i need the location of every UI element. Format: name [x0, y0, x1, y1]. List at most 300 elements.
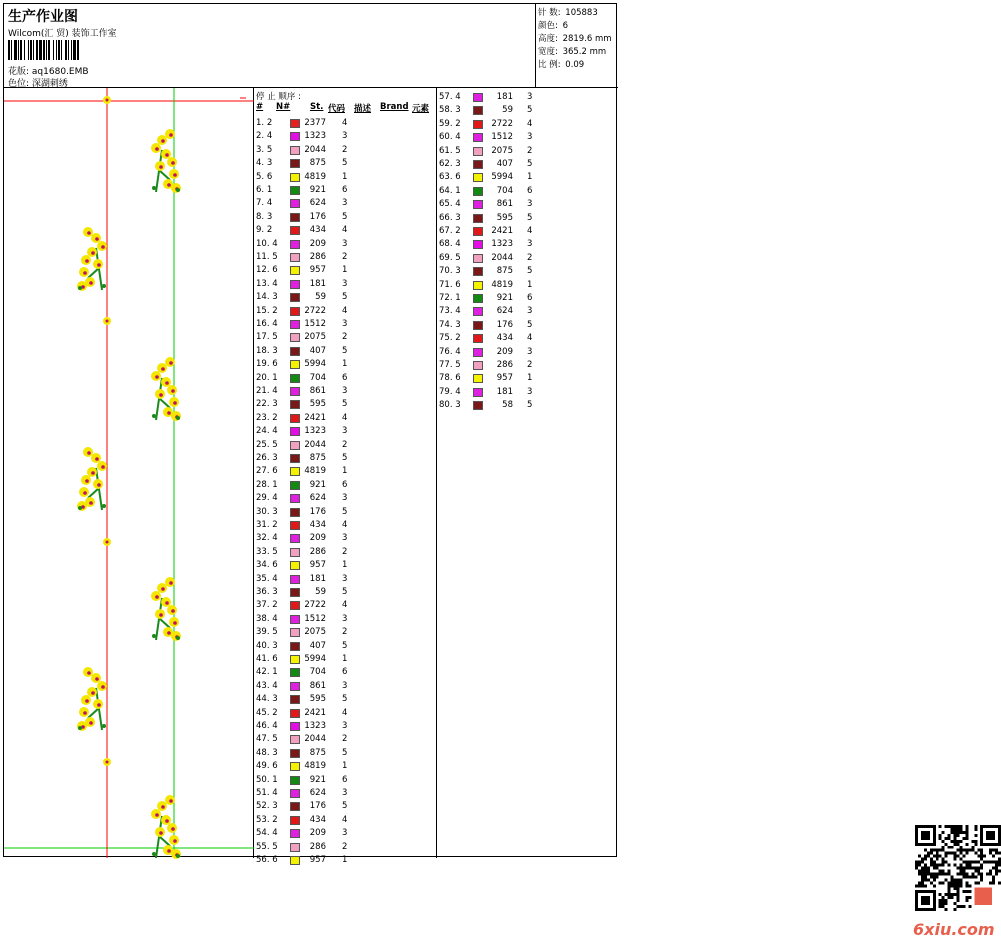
thread-code: 2421	[491, 226, 513, 236]
stop-number: 34.	[256, 560, 270, 571]
thread-code: 286	[309, 252, 326, 262]
color-stop-row	[254, 560, 434, 573]
thread-code: 861	[309, 680, 326, 691]
color-number: 3	[455, 212, 461, 223]
stat-label: 针 数:	[538, 8, 564, 18]
color-swatch	[290, 119, 300, 128]
thread-code: 181	[309, 573, 326, 584]
color-stop-row	[437, 146, 617, 159]
stitch-type: 1	[527, 373, 533, 384]
pattern-value: aq1680.EMB	[31, 67, 89, 77]
stop-number: 79.	[439, 386, 453, 397]
color-number: 5	[272, 332, 278, 343]
stop-index	[256, 507, 278, 517]
color-swatch	[473, 361, 483, 370]
color-stop-row	[437, 226, 617, 239]
stop-index	[256, 627, 278, 637]
color-stop-row	[437, 373, 617, 386]
color-swatch	[290, 789, 300, 798]
stop-index	[256, 748, 278, 758]
color-stop-row	[254, 239, 434, 252]
stitch-type: 2	[527, 252, 533, 263]
color-number: 3	[272, 399, 278, 410]
color-number: 3	[272, 801, 278, 812]
stop-index	[439, 400, 461, 410]
color-swatch	[290, 762, 300, 771]
stop-index	[439, 293, 461, 303]
color-swatch	[473, 120, 483, 129]
barcode-image	[8, 40, 122, 60]
color-number: 5	[272, 841, 278, 852]
stitch-type: 2	[342, 546, 348, 557]
color-number: 4	[272, 533, 278, 544]
stop-index	[256, 654, 278, 664]
stitch-type: 4	[527, 333, 533, 344]
stitch-type: 5	[342, 747, 348, 758]
stat-value: 2819.6 mm	[562, 34, 612, 44]
stop-index	[256, 587, 278, 597]
stop-number: 37.	[256, 600, 270, 611]
thread-code: 624	[309, 198, 326, 209]
color-stop-row	[437, 400, 617, 413]
stitch-type: 3	[342, 319, 348, 329]
color-stop-row	[254, 466, 434, 479]
stop-number: 13.	[256, 278, 270, 289]
stop-number: 50.	[256, 774, 270, 785]
stop-number: 74.	[439, 319, 453, 330]
stop-number: 53.	[256, 814, 270, 825]
thread-code: 957	[309, 265, 326, 276]
stop-number: 67.	[439, 226, 453, 236]
color-stop-row	[254, 775, 434, 788]
stop-index	[439, 213, 461, 223]
stop-index	[439, 146, 461, 156]
thread-code: 1323	[304, 426, 326, 437]
stitch-type: 1	[342, 761, 348, 772]
color-swatch	[473, 388, 483, 397]
col-header-brand: Brand	[380, 102, 409, 112]
stop-index	[256, 842, 278, 852]
color-swatch	[290, 199, 300, 208]
color-swatch	[290, 320, 300, 329]
color-stop-row	[254, 332, 434, 345]
stop-index	[256, 145, 272, 155]
color-number: 4	[272, 721, 278, 731]
stitch-type: 4	[342, 814, 348, 825]
stop-number: 56.	[256, 855, 270, 865]
stop-index	[439, 280, 461, 290]
color-number: 4	[455, 132, 461, 143]
thread-code: 2075	[491, 145, 513, 156]
qr-code-image	[915, 825, 1001, 911]
col-header-desc: 描述	[354, 104, 372, 114]
stop-number: 5.	[256, 171, 265, 182]
color-stop-row	[254, 734, 434, 747]
stop-index	[439, 132, 461, 142]
color-swatch	[473, 334, 483, 343]
color-number: 5	[266, 144, 273, 155]
color-number: 4	[272, 680, 278, 691]
stitch-type: 2	[342, 252, 348, 262]
stat-value: 6	[562, 21, 568, 31]
color-number: 4	[272, 493, 278, 504]
color-swatch	[290, 615, 300, 624]
stat-value: 0.09	[565, 60, 585, 70]
color-number: 5	[272, 627, 278, 638]
color-stop-row	[254, 319, 434, 332]
col-header-st: St.	[310, 102, 324, 112]
stitch-type: 5	[342, 587, 348, 597]
color-stop-row	[254, 842, 434, 855]
color-swatch	[290, 642, 300, 651]
color-swatch	[290, 802, 300, 811]
color-swatch	[290, 347, 300, 356]
color-number: 4	[455, 306, 461, 317]
thread-code: 4819	[304, 761, 326, 772]
stop-number: 64.	[439, 185, 453, 196]
stop-number: 12.	[256, 265, 270, 276]
thread-code: 875	[309, 453, 326, 463]
thread-code: 921	[309, 774, 326, 785]
stitch-type: 5	[527, 266, 533, 277]
color-stop-row	[254, 279, 434, 292]
stitch-type: 6	[342, 667, 348, 678]
stitch-type: 5	[527, 105, 533, 116]
stitch-type: 6	[342, 185, 348, 195]
company-name: Wilcom(汇 贸) 装饰工作室	[8, 29, 117, 39]
stop-index	[256, 399, 278, 409]
thread-code: 2377	[304, 118, 326, 128]
stop-number: 73.	[439, 306, 453, 317]
stop-index	[256, 788, 278, 798]
thread-code: 59	[315, 587, 326, 597]
stitch-type: 2	[342, 841, 348, 852]
stop-number: 43.	[256, 680, 270, 691]
color-number: 4	[272, 426, 278, 437]
color-number: 3	[272, 747, 278, 758]
stitch-type: 3	[527, 132, 533, 143]
stop-index	[439, 159, 461, 169]
stop-number: 52.	[256, 801, 270, 812]
sheet-header	[4, 4, 536, 88]
stop-number: 9.	[256, 225, 265, 236]
stop-number: 66.	[439, 212, 453, 223]
color-swatch	[290, 521, 300, 530]
stop-number: 36.	[256, 587, 270, 597]
color-number: 4	[272, 573, 278, 584]
stop-number: 58.	[439, 105, 453, 116]
thread-code: 921	[309, 479, 326, 490]
stop-index	[256, 614, 278, 624]
stop-number: 29.	[256, 493, 270, 504]
page-title: 生产作业图	[8, 9, 78, 25]
stop-index	[256, 694, 278, 704]
thread-code: 624	[496, 306, 513, 317]
color-swatch	[473, 227, 483, 236]
thread-code: 2044	[304, 144, 326, 155]
color-swatch	[290, 266, 300, 275]
color-stop-row	[254, 265, 434, 278]
thread-code: 861	[496, 199, 513, 210]
stop-number: 45.	[256, 707, 270, 718]
stop-index	[256, 761, 278, 771]
production-sheet	[3, 3, 995, 939]
thread-code: 624	[309, 788, 326, 798]
stat-label: 颜色:	[538, 21, 561, 31]
color-swatch	[290, 776, 300, 785]
color-number: 3	[455, 105, 461, 116]
stitch-type: 1	[342, 855, 348, 865]
stat-label: 宽度:	[538, 47, 561, 57]
color-swatch	[290, 213, 300, 222]
stop-index	[256, 332, 278, 342]
color-number: 6	[272, 265, 278, 276]
stop-index	[256, 493, 278, 503]
color-stop-row	[254, 520, 434, 533]
stop-number: 41.	[256, 654, 270, 664]
color-number: 1	[455, 185, 461, 196]
color-swatch	[290, 467, 300, 476]
stop-index	[256, 265, 278, 275]
color-stop-row	[254, 587, 434, 600]
stitch-type: 4	[342, 600, 348, 611]
stop-number: 80.	[439, 400, 453, 411]
thread-code: 176	[496, 319, 513, 330]
stitch-type: 4	[342, 520, 348, 530]
color-swatch	[473, 173, 483, 182]
color-number: 1	[272, 479, 278, 490]
color-stop-row	[254, 480, 434, 493]
color-swatch	[290, 548, 300, 557]
thread-code: 5994	[304, 359, 326, 370]
stop-number: 60.	[439, 132, 453, 143]
stop-index	[256, 560, 278, 570]
stop-index	[256, 225, 272, 235]
color-number: 2	[455, 333, 461, 344]
stop-index	[256, 480, 278, 490]
color-stop-row	[437, 92, 617, 105]
color-stop-row	[254, 574, 434, 587]
color-number: 4	[455, 386, 461, 397]
color-number: 4	[266, 198, 273, 209]
stitch-type: 5	[527, 159, 533, 169]
thread-code: 434	[496, 333, 513, 344]
stop-number: 38.	[256, 613, 270, 624]
stitch-type: 3	[342, 533, 348, 544]
stitch-type: 3	[342, 828, 348, 839]
stitch-type: 1	[342, 171, 348, 182]
stat-label: 比 例:	[538, 60, 564, 70]
color-swatch	[290, 655, 300, 664]
thread-code: 1323	[304, 131, 326, 142]
color-stop-row	[254, 185, 434, 198]
color-swatch	[290, 508, 300, 517]
stop-index	[256, 828, 278, 838]
stop-number: 55.	[256, 841, 270, 852]
color-swatch	[473, 307, 483, 316]
stop-number: 26.	[256, 453, 270, 463]
color-stop-row	[437, 132, 617, 145]
stop-index	[256, 279, 278, 289]
pattern-label: 花版:	[8, 67, 32, 77]
color-swatch	[290, 735, 300, 744]
color-number: 4	[272, 319, 278, 329]
stitch-type: 3	[527, 306, 533, 317]
stat-value: 365.2 mm	[562, 47, 607, 57]
stop-number: 7.	[256, 198, 265, 209]
color-swatch	[290, 132, 300, 141]
stop-sequence-list-2	[437, 88, 995, 939]
stitch-type: 6	[527, 293, 533, 303]
stop-number: 24.	[256, 426, 270, 437]
color-swatch	[473, 187, 483, 196]
stop-number: 21.	[256, 386, 270, 396]
color-stop-row	[437, 213, 617, 226]
watermark-site: 6xiu.com	[913, 920, 995, 939]
color-number: 1	[455, 293, 461, 303]
color-stop-row	[437, 280, 617, 293]
color-swatch	[290, 307, 300, 316]
stitch-type: 2	[342, 144, 348, 155]
color-stop-row	[254, 507, 434, 520]
color-swatch	[290, 481, 300, 490]
color-swatch	[290, 240, 300, 249]
thread-code: 1512	[491, 132, 513, 143]
stop-index	[256, 721, 278, 731]
color-stop-row	[437, 306, 617, 319]
stop-index	[256, 440, 278, 450]
stitch-type: 5	[342, 292, 348, 303]
color-swatch	[290, 668, 300, 677]
color-swatch	[290, 843, 300, 852]
stop-number: 70.	[439, 266, 453, 277]
stitch-type: 3	[342, 278, 348, 289]
color-stop-row	[254, 346, 434, 359]
color-number: 5	[455, 252, 461, 263]
color-number: 2	[455, 118, 461, 129]
stop-number: 42.	[256, 667, 270, 678]
stop-index	[256, 574, 278, 584]
stop-number: 51.	[256, 788, 270, 798]
thread-code: 286	[309, 546, 326, 557]
color-swatch	[473, 93, 483, 102]
color-value: 深湖刺绣	[31, 79, 68, 89]
stitch-type: 5	[527, 400, 533, 411]
color-stop-row	[254, 399, 434, 412]
color-swatch	[290, 534, 300, 543]
thread-code: 875	[496, 266, 513, 277]
stitch-type: 2	[342, 734, 348, 745]
thread-code: 181	[309, 278, 326, 289]
stop-index	[256, 600, 278, 610]
stitch-type: 3	[342, 493, 348, 504]
color-stop-row	[254, 386, 434, 399]
color-number: 5	[272, 734, 278, 745]
color-stop-row	[254, 828, 434, 841]
stitch-type: 3	[342, 426, 348, 437]
stop-number: 78.	[439, 373, 453, 384]
stitch-type: 3	[342, 721, 348, 731]
stop-index	[439, 306, 461, 316]
color-number: 3	[272, 292, 278, 303]
color-stop-row	[437, 105, 617, 118]
thread-code: 957	[496, 373, 513, 384]
color-stop-row	[254, 440, 434, 453]
stop-number: 6.	[256, 185, 265, 195]
stitch-type: 2	[527, 145, 533, 156]
color-swatch	[290, 374, 300, 383]
color-number: 4	[455, 346, 461, 357]
thread-code: 407	[496, 159, 513, 169]
color-number: 2	[266, 225, 273, 236]
color-number: 2	[266, 118, 273, 128]
color-stop-row	[437, 239, 617, 252]
color-number: 5	[272, 439, 278, 450]
color-stop-row	[254, 359, 434, 372]
stop-index	[256, 708, 278, 718]
color-stop-row	[254, 145, 434, 158]
stop-number: 40.	[256, 640, 270, 651]
color-stop-row	[254, 426, 434, 439]
stop-number: 46.	[256, 721, 270, 731]
stop-index	[256, 855, 278, 865]
stop-index	[256, 158, 272, 168]
thread-code: 59	[502, 105, 513, 116]
stop-number: 65.	[439, 199, 453, 210]
stop-index	[256, 466, 278, 476]
stop-number: 28.	[256, 479, 270, 490]
thread-code: 704	[496, 185, 513, 196]
color-stop-row	[254, 306, 434, 319]
thread-code: 875	[309, 158, 326, 169]
color-stop-row	[254, 212, 434, 225]
stitch-type: 3	[527, 92, 533, 102]
stop-index	[439, 347, 461, 357]
color-stop-row	[254, 172, 434, 185]
color-number: 4	[272, 613, 278, 624]
color-swatch	[290, 628, 300, 637]
color-stop-row	[254, 708, 434, 721]
color-swatch	[290, 454, 300, 463]
color-stop-row	[254, 614, 434, 627]
stop-index	[439, 172, 461, 182]
stop-number: 4.	[256, 158, 265, 169]
color-stop-row	[254, 641, 434, 654]
stop-number: 20.	[256, 372, 270, 383]
color-number: 4	[455, 92, 461, 102]
color-number: 3	[455, 400, 461, 411]
stitch-type: 2	[342, 332, 348, 343]
stop-number: 19.	[256, 359, 270, 370]
color-stop-row	[254, 600, 434, 613]
stat-value: 105883	[565, 8, 598, 18]
color-number: 6	[272, 855, 278, 865]
stop-index	[256, 667, 278, 677]
stitch-type: 4	[342, 707, 348, 718]
color-swatch	[473, 147, 483, 156]
thread-code: 434	[309, 814, 326, 825]
thread-code: 2722	[304, 305, 326, 316]
thread-code: 624	[309, 493, 326, 504]
color-swatch	[290, 749, 300, 758]
color-number: 4	[272, 828, 278, 839]
color-swatch	[290, 293, 300, 302]
color-number: 1	[272, 774, 278, 785]
thread-code: 5994	[304, 654, 326, 664]
stop-number: 62.	[439, 159, 453, 169]
color-swatch	[473, 401, 483, 410]
stitch-type: 3	[342, 131, 348, 142]
